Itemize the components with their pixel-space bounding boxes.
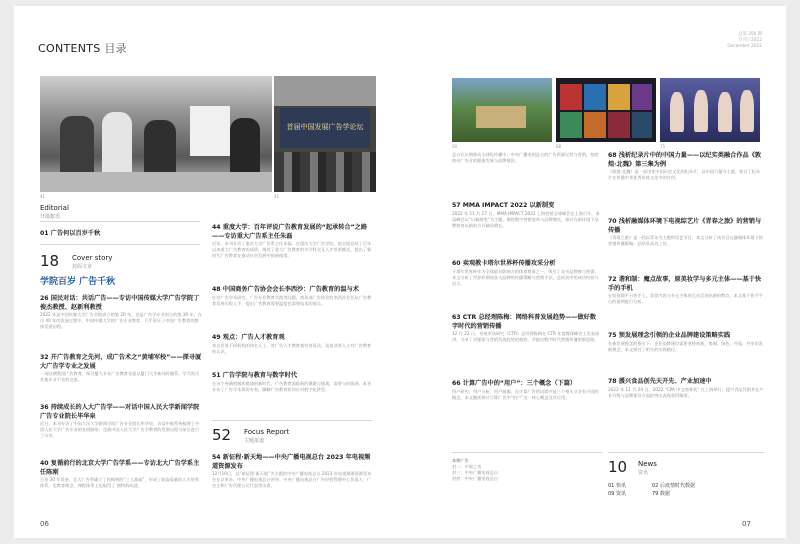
toc-entry-title: 40 复循前行的北京大学广告学系——专访北大广告学系主任陈刚 [40,460,200,476]
toc-entry-desc: 用户研究、用户分析、用户画像，在计算广告的语境中是三个相关又各有不同的概念。本文继续探讨计算广告中“用户”这一核心概念及其应用。 [452,388,599,400]
toc-entry-desc: 《青春之旅》是一档以青年为主题的综艺节目，本文分析了该节目在融媒体环境下的营销传播策略，总结其成功之处。 [608,235,763,246]
toc-entry-title: 44 重度大学：百年评说广告教育发展的“起承转合”之路——专访重大广告系主任朱磊 [212,224,368,240]
news-item[interactable] [652,490,670,498]
issue-header [692,32,762,50]
page-number: 07 [742,520,751,528]
toc-entry-title: 66 计算广告中的“用户”：三个概念（下篇） [452,380,577,387]
toc-entry[interactable] [452,314,602,343]
toc-entry[interactable] [608,152,764,181]
toc-entry-desc: 2022 年 11 月 24 日，2022 “CPA 中文商务奖” 在上海举行，援兴食品凭借其在产业升级与品牌建设方面的突出表现获得殊荣。 [608,386,764,398]
news-item[interactable] [608,490,652,498]
focus-label: Focus Report [244,428,290,436]
toc-entry-desc: 总台在长期推动全球化传播中，中央广播电视总台的广告资源运营与营销，持续推动广告业的健康发展与品牌建设。 [452,152,599,163]
toc-entry-desc: 在这个充满机遇和挑战的新时代，广告教育面临新的课题与挑战，需要与时俱进。本刊专访了广告学术界的专家，聊聊广告教育如何应对数字化转型。 [212,380,372,392]
toc-entry-title: 51 广告学院与教育与数字时代 [212,372,298,379]
toc-entry-desc: 在短视频平台快手上，美妆内容与多元主体的互动呈现出新的特点，本文基于快手平台的案例进行分析。 [608,293,763,304]
divider [452,452,602,453]
toc-entry[interactable] [452,152,602,164]
thumb-poster-wall-photo [556,78,656,142]
toc-entry-desc: 12 月 22 日，央视市场研究（CTR）总经理陈梅在 CTR 年度媒体峰会上发表演讲，分享了对媒体与营销发展趋势的观察，并提出数字时代营销传播的新思路。 [452,331,600,342]
left-page [14,6,402,538]
photo-caption: 41 [274,194,280,199]
news-items [608,482,764,498]
editorial-sub: 开篇絮语 [40,214,61,220]
toc-entry-title: 72 谐和制：魔点故事，原美妆学与多元主体——基于快手的手机 [608,276,762,292]
toc-entry[interactable] [608,332,764,353]
toc-entry-title: 75 预发展理念引领的企业品牌建设策略实践 [608,332,731,339]
toc-entry-desc: 一场回溯我国广告教育，探讨厦大专业广告教育先驱以厦门大学新闻传播系。学为发出其他专业不宣的交流。 [40,371,200,382]
toc-entry-title: 78 援兴食品创先天开先、产业加速中 [608,378,712,385]
thumb-panel-photo [660,78,760,142]
toc-entry-title: 36 持续成长的人大广告学——对话中国人民大学新闻学院广告专业院长毕华泉 [40,404,200,420]
toc-entry[interactable] [212,372,372,393]
toc-entry-desc: 百余 30 年发展，北大广告系确立了较鲜明的“三大基础”，形成了较高质量的人才培养体系，也教育理念、课程体系上也取得了 独特的成就。 [40,477,199,488]
news-item-num: 02 [652,483,659,489]
ads-list [452,458,552,482]
toc-entry[interactable] [212,454,372,489]
toc-entry-desc: 近日，本刊专访了中国人民大学新闻学院广告专业院长毕华泉，访谈中他系统梳理了中国人民大学广告专业的发展脉络，也就中国人民大学广告学教育的发展历程与前沿进行了分享。 [40,421,200,438]
toc-entry[interactable] [40,404,202,439]
toc-entry[interactable] [452,260,602,287]
toc-entry-desc: 针对广告学术研究、广告专业教育实践等问题，商务部广告协会的李西沙会长从广告教育发展历程入手，提出广告教育需要温度也需要技术的观点。 [212,294,372,306]
toc-entry[interactable] [212,334,372,355]
news-item-num: 79 [652,491,659,497]
historic-photo-classroom [40,76,272,192]
toc-entry[interactable] [452,380,602,401]
ads-list-item: 封二：中视之音 [452,464,482,469]
toc-entry[interactable] [212,286,372,307]
news-item-text: 资讯 [615,491,626,497]
news-item[interactable] [652,482,695,490]
toc-entry[interactable] [608,378,764,399]
toc-entry-desc: 来自业界不同机构的知名人士，对广告人才教育观有何看法，谈谈业界人士对广告教育的认识。 [212,342,372,354]
news-label: News [638,460,657,468]
divider [40,221,200,222]
news-item-text: 后疫情时代数据 [659,483,695,489]
toc-entry-title: 63 CTR 总经理陈梅：网络科普发展趋势——做好数字时代的营销传播 [452,314,597,330]
page-number: 06 [40,520,49,528]
toc-entry-title: 49 观点：广告人才教育观 [212,334,285,341]
news-item-num: 01 [608,483,615,489]
news-item[interactable] [608,482,652,490]
editorial-entry[interactable]: 01 广告何以百岁千秋 [40,230,101,237]
cover-headline: 学院百岁 广告千秋 [40,277,116,287]
toc-entry[interactable] [608,218,764,247]
divider [212,420,372,421]
thumb-campus-photo [452,78,552,142]
contents-title-cn: 目录 [104,42,127,55]
forum-banner-photo: 首届中国发展广告学论坛 [274,76,376,192]
news-number: 10 [608,458,628,476]
news-sub: 资讯 [638,470,649,476]
cover-label: Cover story [72,254,113,262]
issue-line: 月刊 / 2022 [738,38,762,43]
focus-sub: 主题报道 [244,438,265,444]
contents-title [38,40,127,56]
ads-list-item: 封三：中央广播电视总台 [452,470,499,475]
ads-list-heading: 本期广告 [452,458,469,463]
toc-entry-desc: 卡塔尔世界杯作为全球最具影响力的体育赛事之一，吸引了众多品牌参与营销。本文分析了世界杯期间各大品牌的传播策略与营销手法，总结其中的成功经验与启示。 [452,268,599,286]
toc-entry-desc: 近年，本刊专访了重庆大学广告系主任朱磊。在重庆大学广告学院，他全面总结了百年以来重大广告教育的成绩，阐述了重大广告教育的多学科交叉人才培养模式，提出了新时代广告教育在推动社会发展中的新使命。 [212,241,372,258]
toc-entry-title: 68 浅析纪录片中的中国力量——以纪实类融合作品《敦煌·北魏》第三集为例 [608,152,762,168]
toc-entry[interactable] [40,354,202,383]
divider [608,452,764,453]
focus-number: 52 [212,426,232,444]
toc-entry-desc: 12月10日，以“新征程·新天地”为主题的中央广播电视总台 2023 年电视频道资源发布会在京举办，中央广播电视总台领导、中央广播电视总台广告经营管理中心负责人、广告主和广告代理公司代表等出席。 [212,471,372,488]
toc-entry-desc: 《敦煌·北魏》是一部讲述中国历史文化的纪录片，以中国力量为主题，探讨了纪录片在传播中华优秀传统文化中的作用。 [608,169,761,180]
issue-line: 总第 356 期 [738,32,762,37]
toc-entry-desc: 在新发展理念的指引下，企业品牌建设需要坚持创新、协调、绿色、开放、共享的发展理念，本文探讨了相关的实践路径。 [608,340,763,352]
ads-list-item: 封底：中央广播电视总台 [452,476,499,481]
toc-entry-title: 70 浅析融媒体环境下电视综艺片《青春之旅》的营销与传播 [608,218,762,234]
photo-caption: 75 [660,144,666,149]
toc-entry[interactable] [40,460,202,489]
cover-sub: 封面文章 [72,264,93,270]
toc-entry-title: 57 MMA IMPACT 2022 以新制变 [452,202,555,209]
photo-caption: 68 [556,144,562,149]
news-item-num: 09 [608,491,615,497]
toc-entry-title: 32 开广告教育之先河，成广告术之“黄埔军校”——探寻厦大广告学专业之发展 [40,354,202,370]
toc-entry-desc: 2022 年是中国传媒大学广告学院成立的第 20 年，也是广告学专业创立的第 39 年。在这 40 年的发展过程中，中国传媒大学的广告专业教育，几乎见证了中国广告教育的整体发展历程。 [40,312,202,329]
divider [40,244,200,245]
news-item-text: 快讯 [615,483,626,489]
editorial-label: Editorial [40,204,69,212]
toc-entry-title: 26 国民对话：共话广告——专访中国传媒大学广告学院丁俊杰教授、赵新利教授 [40,295,200,311]
photo-caption: 41 [40,194,46,199]
photo-caption: 50 [452,144,458,149]
right-page [402,6,786,538]
toc-entry[interactable] [452,202,602,229]
news-item-text: 数据 [659,491,670,497]
cover-number: 18 [40,252,60,270]
toc-entry[interactable] [40,295,202,330]
contents-title-en: CONTENTS [38,42,101,55]
toc-entry[interactable] [212,224,372,259]
issue-line: December 2022 [727,44,762,49]
toc-entry-desc: 2022 年 11 月 17 日，MMA IMPACT 2022 上海营销全球峰会在上海召开，本届峰会以“以新制变”为主题，聚焦数字营销变革与品牌增长，探讨在新环境下品牌如何以新的方式破局增长。 [452,210,600,228]
toc-entry-title: 48 中国商务广告协会会长李西沙：广告教育的温与术 [212,286,359,293]
toc-entry-title: 54 新征程·新天地——中央广播电视总台 2023 年电视频道资源发布 [212,454,371,470]
toc-entry-title: 60 卖观教卡塔尔世界杯传播攻采分析 [452,260,556,267]
toc-entry[interactable] [608,276,764,305]
